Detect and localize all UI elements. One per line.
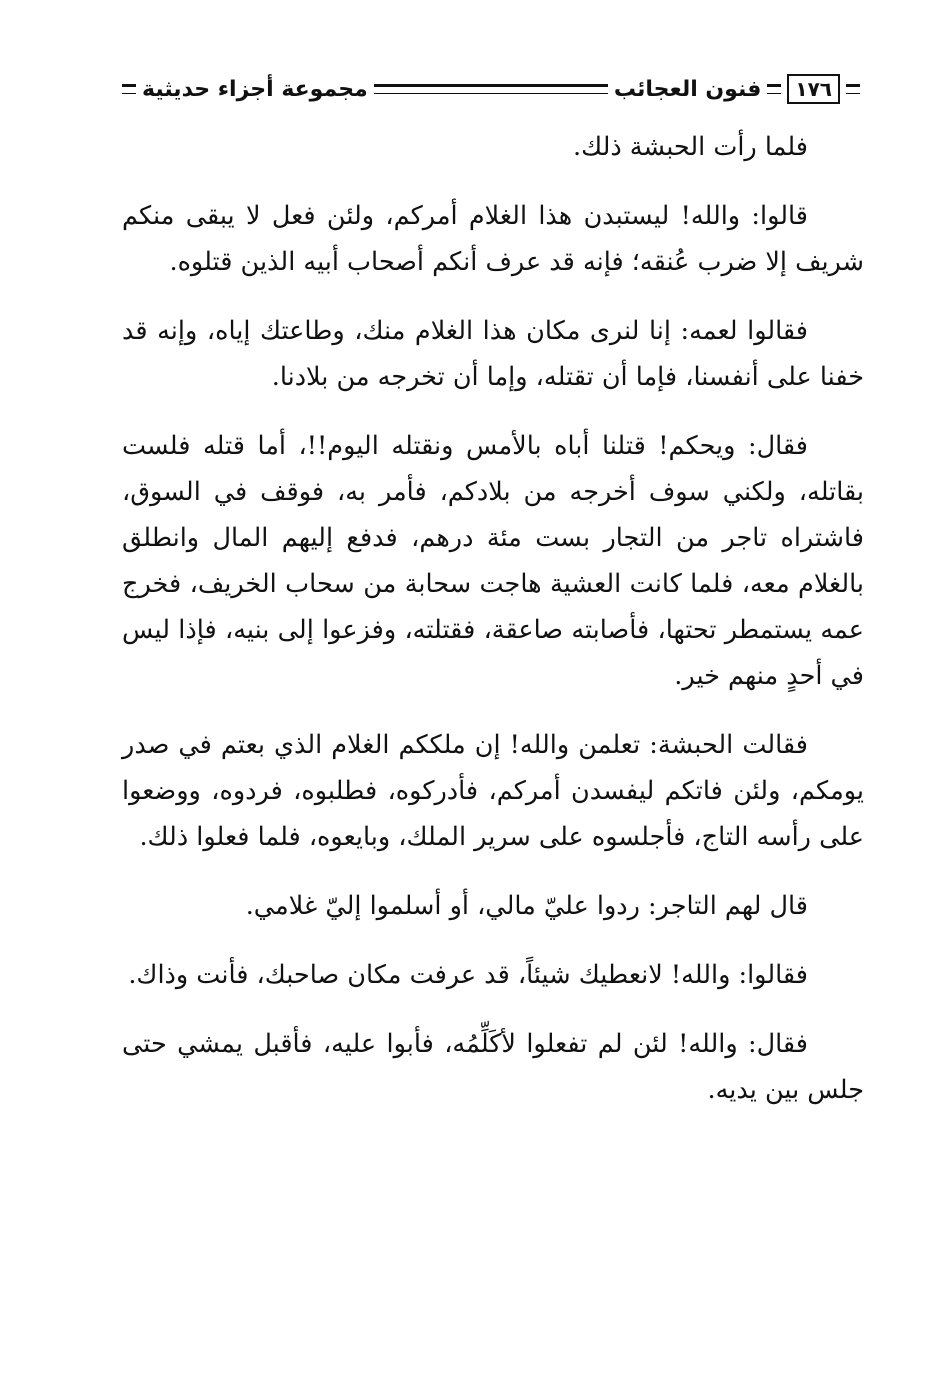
- paragraph-6: قال لهم التاجر: ردوا عليّ مالي، أو أسلموا إليّ غلامي.: [245, 891, 808, 921]
- series-title: مجموعة أجزاء حديثية: [142, 76, 368, 102]
- page-number: ١٧٦: [787, 74, 840, 104]
- paragraph-1: فلما رأت الحبشة ذلك.: [572, 132, 808, 162]
- book-title: فنون العجائب: [613, 76, 762, 102]
- page-body: [122, 124, 864, 1113]
- paragraph-7: فقالوا: والله! لانعطيك شيئاً، قد عرفت مكان صاحبك، فأنت وذاك.: [128, 960, 808, 990]
- running-header: [118, 72, 864, 106]
- header-rule-right: [846, 84, 860, 94]
- paragraph-4: فقال: ويحكم! قتلنا أباه بالأمس ونقتله اليوم!!، أما قتله فلست بقاتله، ولكني سوف أخرجه من بلادكم، فأمر به، فوقف في السوق، فاشتراه تاجر من التجار بست مئة درهم، فدفع إليهم المال وانطلق بالغلام معه، فلما كانت العشية هاجت سحابة من سحاب الخريف، فخرج عمه يستمطر تحتها، فأصابته صاعقة، فقتلته، وفزعوا إلى بنيه، فإذا ليس في أحدٍ منهم خير.: [122, 431, 864, 691]
- paragraph-3: فقالوا لعمه: إنا لنرى مكان هذا الغلام منك، وطاعتك إياه، وإنه قد خفنا على أنفسنا، فإما أن تقتله، وإما أن تخرجه من بلادنا.: [122, 316, 864, 392]
- paragraph-2: قالوا: والله! ليستبدن هذا الغلام أمركم، ولئن فعل لا يبقى منكم شريف إلا ضرب عُنقه؛ فإنه قد عرف أنكم أصحاب أبيه الذين قتلوه.: [122, 201, 864, 277]
- header-rule-left: [122, 84, 136, 94]
- paragraph-8: فقال: والله! لئن لم تفعلوا لأكَلِّمُه، فأبوا عليه، فأقبل يمشي حتى جلس بين يديه.: [122, 1029, 864, 1105]
- header-rule-small: [767, 84, 781, 94]
- paragraph-5: فقالت الحبشة: تعلمن والله! إن ملككم الغلام الذي بعتم في صدر يومكم، ولئن فاتكم ليفسدن أمركم، فأدركوه، فطلبوه، فردوه، ووضعوا على رأسه التاج، فأجلسوه على سرير الملك، وبايعوه، فلما فعلوا ذلك.: [122, 730, 864, 852]
- header-rule-middle: [374, 84, 608, 94]
